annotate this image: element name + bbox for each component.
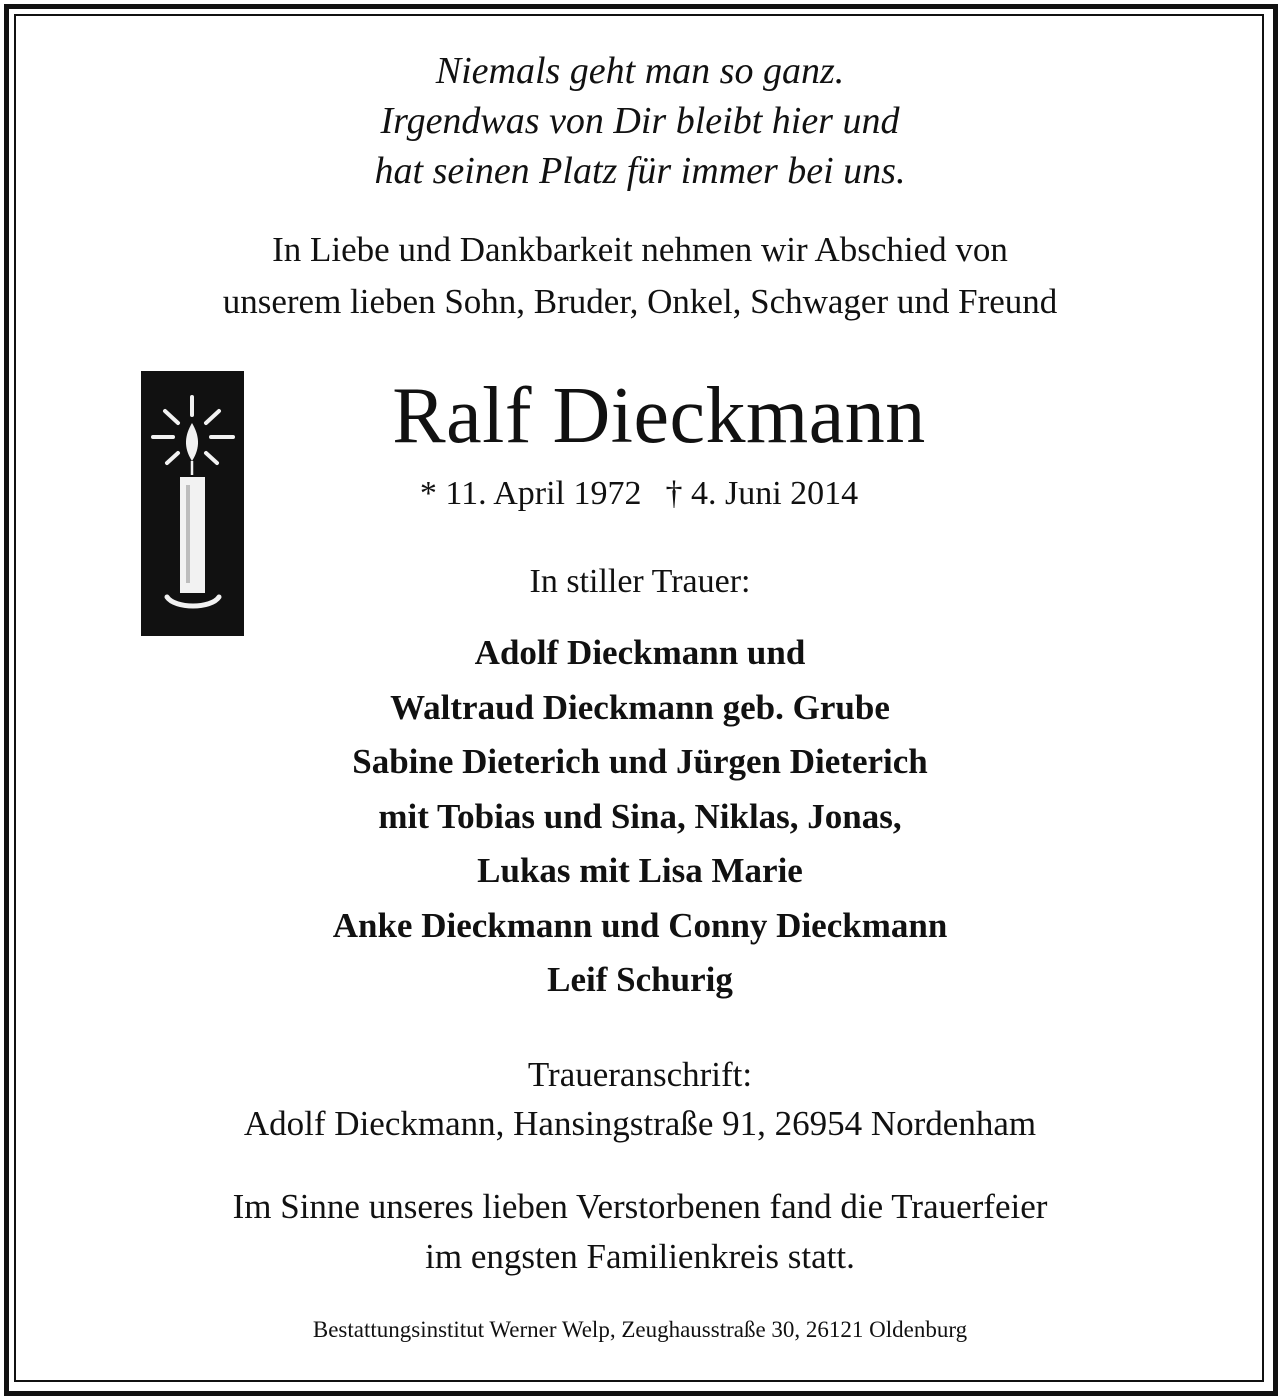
mourner-line: Waltraud Dieckmann geb. Grube — [390, 687, 890, 727]
life-dates — [0, 470, 1278, 518]
ceremony-line: im engsten Familienkreis statt. — [425, 1237, 855, 1276]
motto-verse — [0, 46, 1280, 196]
mourning-address: Adolf Dieckmann, Hansingstraße 91, 26954 Nordenham — [243, 1104, 1037, 1143]
mourners-list — [0, 626, 1280, 1008]
birth-date: * 11. April 1972 — [419, 475, 642, 512]
mourner-line: Anke Dieckmann und Conny Dieckmann — [332, 905, 948, 945]
ceremony-line: Im Sinne unseres lieben Verstorbenen fand die Trauerfeier — [232, 1187, 1048, 1226]
mourner-line: Adolf Dieckmann und — [474, 633, 806, 672]
motto-line: Niemals geht man so ganz. — [435, 50, 845, 92]
mourner-line: mit Tobias und Sina, Niklas, Jonas, — [378, 796, 902, 836]
intro-line: unserem lieben Sohn, Bruder, Onkel, Schwager und Freund — [222, 282, 1058, 321]
ceremony-note — [0, 1182, 1280, 1282]
intro-text — [0, 224, 1280, 328]
undertaker-footer: Bestattungsinstitut Werner Welp, Zeughausstraße 30, 26121 Oldenburg — [312, 1317, 968, 1342]
address-label: Traueranschrift: — [527, 1055, 753, 1094]
intro-line: In Liebe und Dankbarkeit nehmen wir Abschied von — [272, 230, 1008, 269]
motto-line: hat seinen Platz für immer bei uns. — [374, 150, 906, 192]
mourner-line: Sabine Dieterich und Jürgen Dieterich — [352, 742, 928, 781]
mourning-heading: In stiller Trauer: — [529, 563, 751, 600]
mourner-line: Lukas mit Lisa Marie — [477, 851, 803, 890]
mourner-line: Leif Schurig — [547, 960, 733, 999]
motto-line: Irgendwas von Dir bleibt hier und — [380, 100, 900, 142]
deceased-name: Ralf Dieckmann — [392, 372, 926, 460]
death-date: † 4. Juni 2014 — [665, 475, 859, 512]
